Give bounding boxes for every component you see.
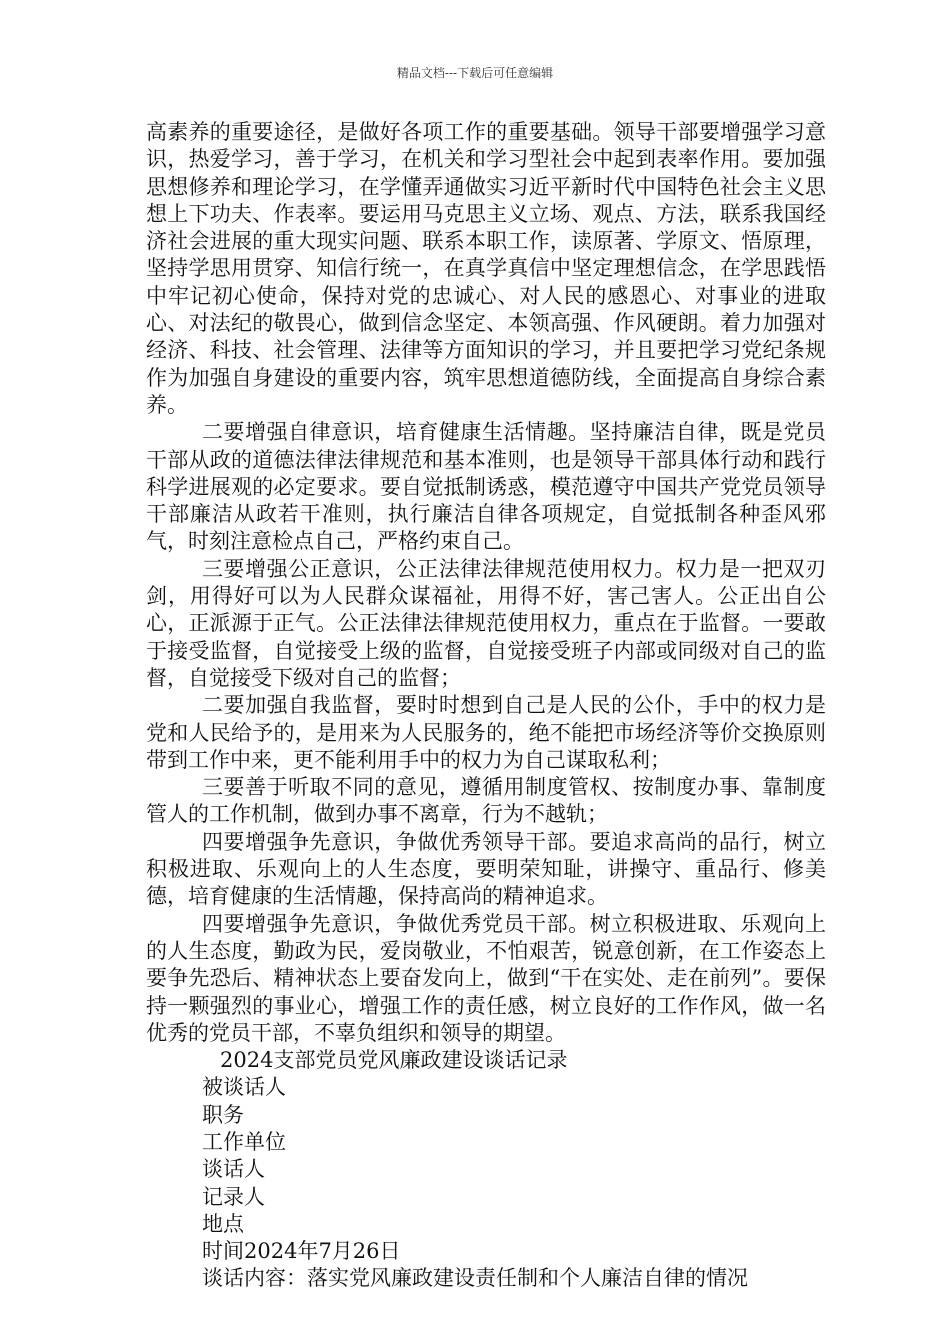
- record-location: 地点: [202, 1211, 244, 1236]
- record-interviewee: 被谈话人: [202, 1075, 286, 1100]
- document-body: [146, 119, 826, 1293]
- record-title: 2024支部党员党风廉政建设谈话记录: [220, 1048, 568, 1073]
- paragraph-5: 三要善于听取不同的意见，遵循用制度管权、按制度办事、靠制度管人的工作机制，做到办事不离章，行为不越轨；: [146, 775, 826, 827]
- record-content: 谈话内容：落实党风廉政建设责任制和个人廉洁自律的情况: [202, 1266, 748, 1291]
- record-interviewer: 谈话人: [202, 1157, 265, 1182]
- paragraph-1: 高素养的重要途径，是做好各项工作的重要基础。领导干部要增强学习意识，热爱学习，善于学习，在机关和学习型社会中起到表率作用。要加强思想修养和理论学习，在学懂弄通做实习近平新时代中国特色社会主义思想上下功夫、作表率。要运用马克思主义立场、观点、方法，联系我国经济社会进展的重大现实问题、联系本职工作，读原著、学原文、悟原理，坚持学思用贯穿、知信行统一，在真学真信中坚定理想信念，在学思践悟中牢记初心使命，保持对党的忠诚心、对人民的感恩心、对事业的进取心、对法纪的敬畏心，做到信念坚定、本领高强、作风硬朗。着力加强对经济、科技、社会管理、法律等方面知识的学习，并且要把学习党纪条规作为加强自身建设的重要内容，筑牢思想道德防线，全面提高自身综合素养。: [146, 120, 826, 417]
- page-header: 精品文档---下载后可任意编辑: [396, 66, 554, 80]
- paragraph-2: 二要增强自律意识，培育健康生活情趣。坚持廉洁自律，既是党员干部从政的道德法律法律规范和基本准则，也是领导干部具体行动和践行科学进展观的必定要求。要自觉抵制诱惑，模范遵守中国共产党党员领导干部廉洁从政若干准则，执行廉洁自律各项规定，自觉抵制各种歪风邪气，时刻注意检点自己，严格约束自己。: [146, 420, 826, 554]
- record-recorder: 记录人: [202, 1184, 265, 1209]
- record-position: 职务: [202, 1102, 244, 1127]
- paragraph-4: 二要加强自我监督，要时时想到自己是人民的公仆，手中的权力是党和人民给予的，是用来为人民服务的，绝不能把市场经济等价交换原则带到工作中来，更不能利用手中的权力为自己谋取私利；: [146, 693, 826, 772]
- paragraph-7: 四要增强争先意识，争做优秀党员干部。树立积极进取、乐观向上的人生态度，勤政为民，爱岗敬业，不怕艰苦，锐意创新，在工作姿态上要争先恐后、精神状态上要奋发向上，做到“干在实处、走在前列”。要保持一颗强烈的事业心，增强工作的责任感，树立良好的工作作风，做一名优秀的党员干部，不辜负组织和领导的期望。: [146, 911, 826, 1045]
- record-work-unit: 工作单位: [202, 1129, 286, 1154]
- paragraph-6: 四要增强争先意识，争做优秀领导干部。要追求高尚的品行，树立积极进取、乐观向上的人生态度，要明荣知耻，讲操守、重品行、修美德，培育健康的生活情趣，保持高尚的精神追求。: [146, 829, 826, 909]
- paragraph-3: 三要增强公正意识，公正法律法律规范使用权力。权力是一把双刃剑，用得好可以为人民群众谋福祉，用得不好，害己害人。公正出自公心，正派源于正气。公正法律法律规范使用权力，重点在于监督。一要敢于接受监督，自觉接受上级的监督，自觉接受班子内部或同级对自己的监督，自觉接受下级对自己的监督；: [146, 556, 826, 690]
- record-time: 时间2024年7月26日: [202, 1239, 401, 1264]
